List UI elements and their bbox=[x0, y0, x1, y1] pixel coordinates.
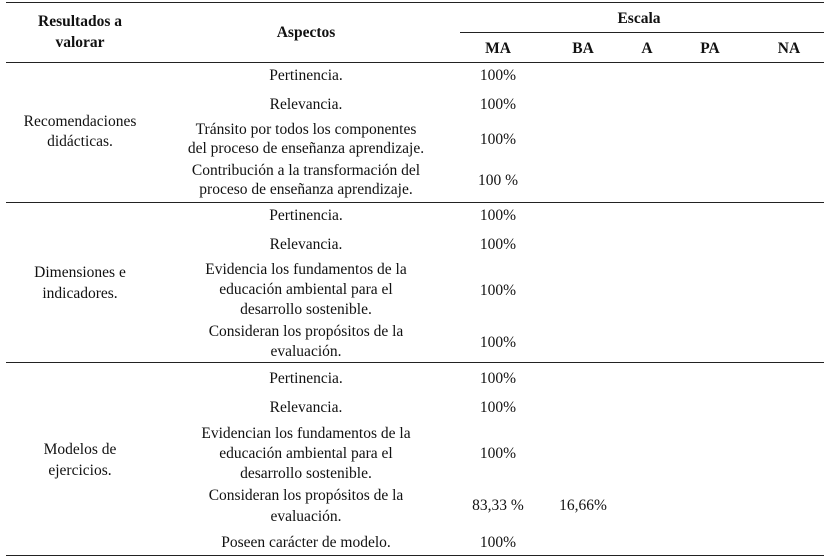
ma-value: 83,33 % bbox=[472, 497, 524, 514]
group-title-line: indicadores. bbox=[42, 285, 118, 302]
group-title-line: Modelos de bbox=[43, 441, 117, 458]
ba-value: 16,66% bbox=[559, 497, 607, 514]
header-results-line1: Resultados a bbox=[38, 13, 122, 30]
ma-value: 100% bbox=[479, 399, 517, 416]
ma-value: 100% bbox=[479, 207, 517, 224]
group-title-line: Dimensiones e bbox=[34, 264, 126, 281]
ma-value: 100% bbox=[479, 370, 517, 387]
scale-na: NA bbox=[777, 40, 801, 57]
aspect-text: desarrollo sostenible. bbox=[240, 301, 372, 318]
ma-value: 100 % bbox=[477, 172, 519, 189]
ma-value: 100% bbox=[479, 131, 517, 148]
scale-underline bbox=[460, 32, 824, 33]
aspect-text: evaluación. bbox=[270, 508, 342, 525]
aspect-text: Relevancia. bbox=[269, 96, 343, 113]
scale-ma: MA bbox=[485, 40, 511, 57]
header-aspects: Aspectos bbox=[276, 24, 336, 41]
scale-ba: BA bbox=[572, 40, 594, 57]
aspect-text: Evidencian los fundamentos de la bbox=[201, 425, 411, 442]
aspect-text: desarrollo sostenible. bbox=[240, 465, 372, 482]
aspect-text: del proceso de enseñanza aprendizaje. bbox=[187, 140, 425, 157]
ma-value: 100% bbox=[479, 445, 517, 462]
header-results-line2: valorar bbox=[55, 34, 105, 51]
header-scale: Escala bbox=[617, 10, 661, 27]
aspect-text: educación ambiental para el bbox=[219, 281, 393, 298]
aspect-text: Consideran los propósitos de la bbox=[208, 487, 404, 504]
scale-pa: PA bbox=[700, 40, 720, 57]
ma-value: 100% bbox=[479, 96, 517, 113]
aspect-text: proceso de enseñanza aprendizaje. bbox=[199, 181, 413, 198]
ma-value: 100% bbox=[479, 334, 517, 351]
aspect-text: Pertinencia. bbox=[269, 207, 343, 224]
aspect-text: Poseen carácter de modelo. bbox=[221, 534, 391, 551]
aspect-text: educación ambiental para el bbox=[219, 445, 393, 462]
ma-value: 100% bbox=[479, 534, 517, 551]
ma-value: 100% bbox=[479, 67, 517, 84]
group-title-line: Recomendaciones bbox=[23, 113, 137, 130]
table-bottom-rule bbox=[6, 555, 824, 556]
aspect-text: Relevancia. bbox=[269, 399, 343, 416]
aspect-text: Pertinencia. bbox=[269, 67, 343, 84]
group-title-line: didácticas. bbox=[47, 133, 113, 150]
scale-a: A bbox=[641, 40, 653, 57]
aspect-text: Consideran los propósitos de la bbox=[208, 323, 404, 340]
aspect-text: Tránsito por todos los componentes bbox=[195, 121, 417, 138]
ma-value: 100% bbox=[479, 282, 517, 299]
group-title-line: ejercicios. bbox=[48, 462, 112, 479]
aspect-text: Evidencia los fundamentos de la bbox=[205, 261, 407, 278]
group-divider bbox=[6, 362, 824, 363]
aspect-text: evaluación. bbox=[270, 343, 342, 360]
ma-value: 100% bbox=[479, 236, 517, 253]
table-top-rule bbox=[6, 2, 824, 3]
aspect-text: Contribución a la transformación del bbox=[191, 162, 421, 179]
aspect-text: Pertinencia. bbox=[269, 370, 343, 387]
aspect-text: Relevancia. bbox=[269, 236, 343, 253]
header-bottom-rule bbox=[6, 62, 824, 63]
group-divider bbox=[6, 202, 824, 203]
